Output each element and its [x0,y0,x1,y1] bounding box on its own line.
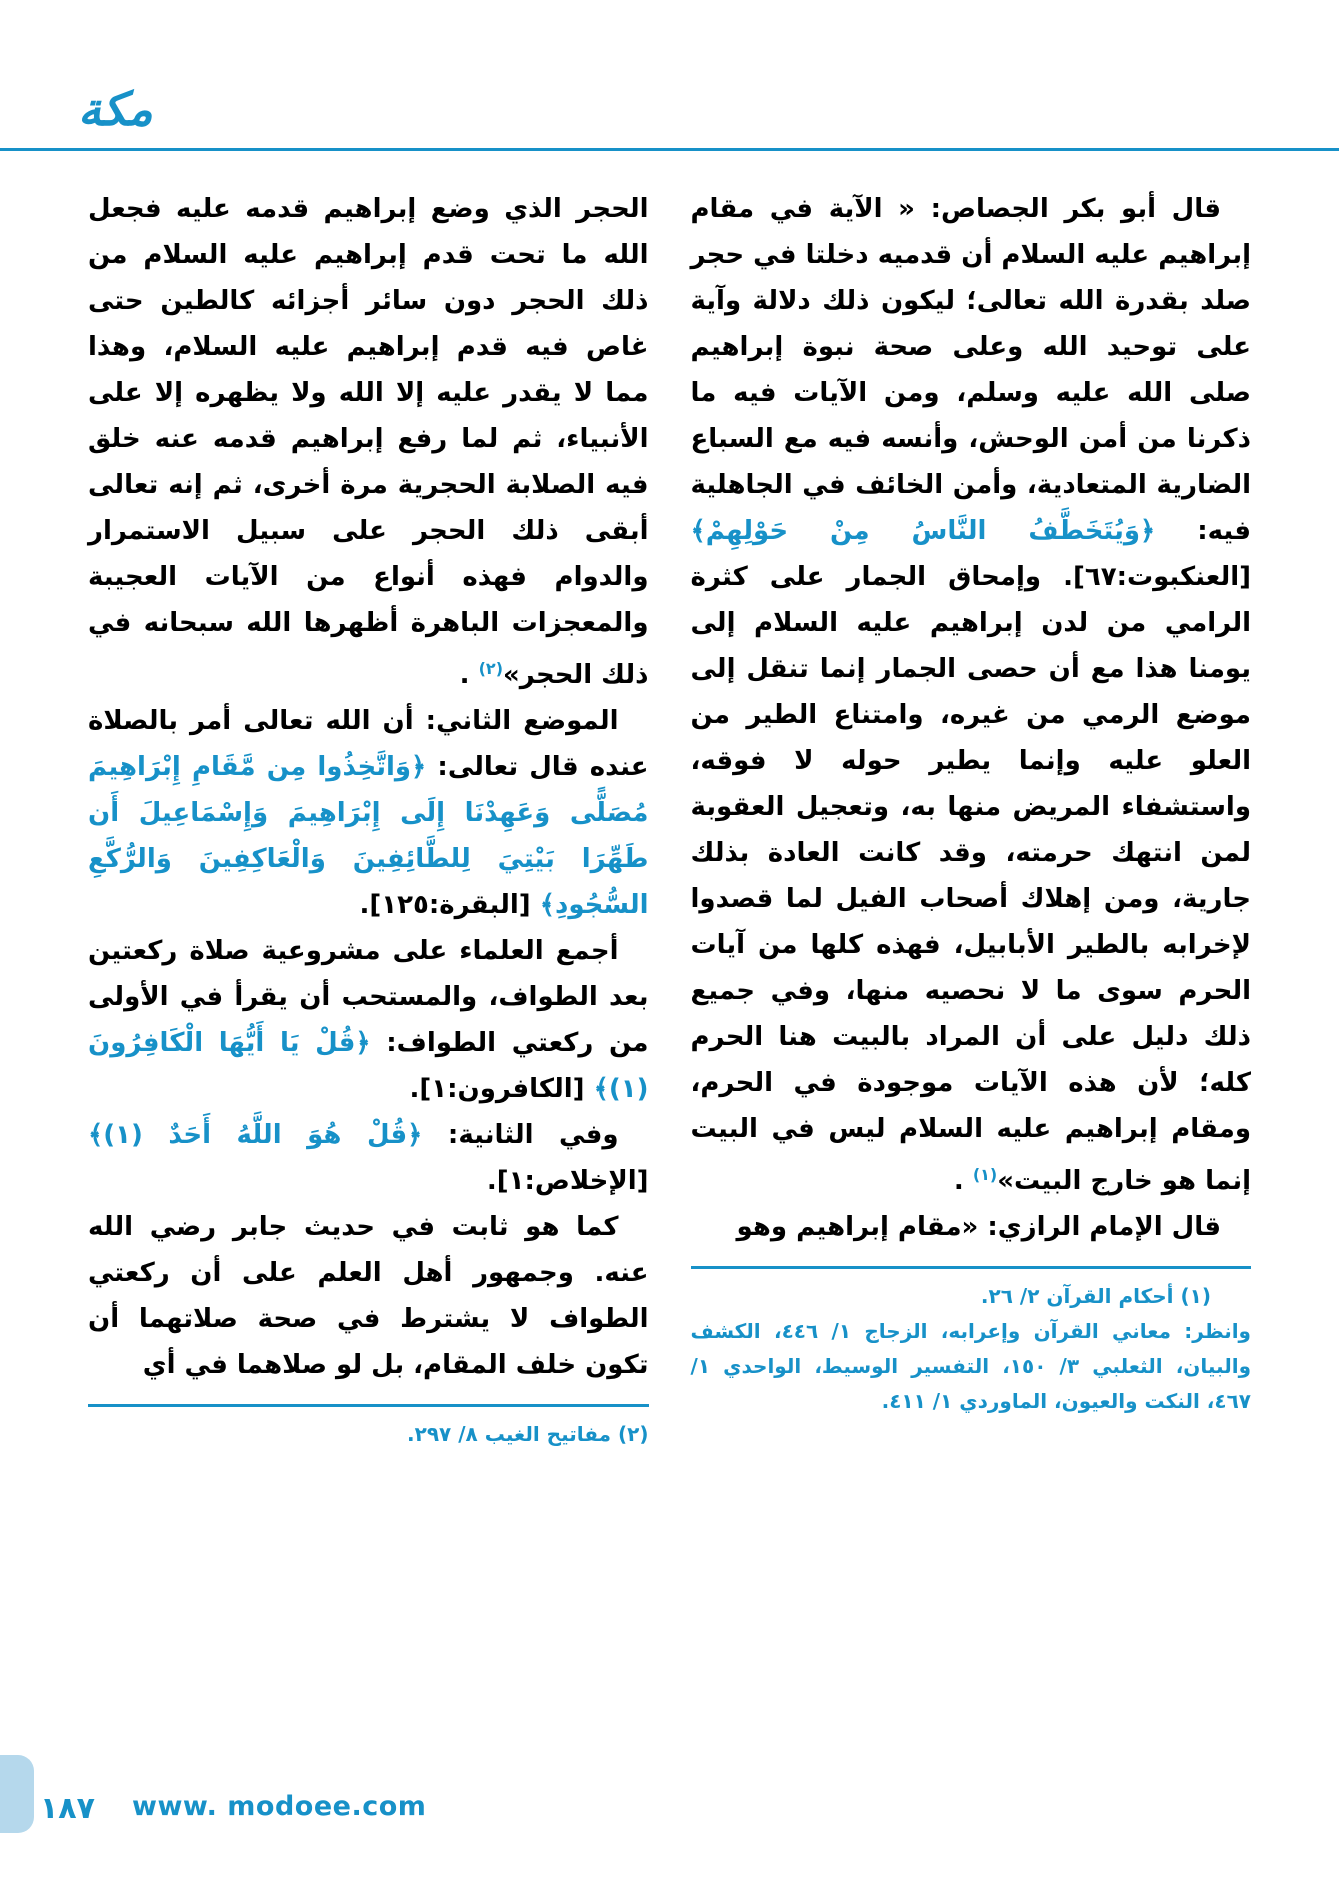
text-run: أجمع العلماء على مشروعية صلاة ركعتين بعد الطواف، والمستحب أن يقرأ في الأولى من ركعتي الطواف: [88,936,649,1058]
header-divider [0,148,1339,151]
paragraph [691,1204,1252,1250]
paragraph [88,928,649,1112]
left-column-body [88,186,649,1388]
quran-quote: ﴿وَاتَّخِذُوا مِن مَّقَامِ إِبْرَاهِيمَ مُصَلًّى وَعَهِدْنَا إِلَى إِبْرَاهِيمَ وَإِسْمَاعِيلَ أَن طَهِّرَا بَيْتِيَ لِلطَّائِفِينَ وَالْعَاكِفِينَ وَالرُّكَّعِ السُّجُودِ﴾ [88,752,649,920]
text-run: كما هو ثابت في حديث جابر رضي الله عنه. وجمهور أهل العلم على أن ركعتي الطواف لا يشترط في صحة صلاتهما أن تكون خلف المقام، بل لو صلاهما في أي [88,1212,649,1380]
paragraph [88,698,649,928]
page-number: ١٨٧ [40,1791,95,1826]
left-footnote-text [88,1407,649,1452]
text-run: [الكافرون:١]. [409,1074,594,1104]
text-run: الموضع الثاني: أن الله تعالى أمر بالصلاة عنده قال تعالى: [88,706,649,782]
left-column-footnotes [88,1404,649,1452]
text-run: . [459,660,479,690]
right-column [691,186,1252,1452]
quran-quote: ﴿قُلْ يَا أَيُّهَا الْكَافِرُونَ (١)﴾ [88,1028,649,1104]
website-url: www. modoee.com [132,1791,427,1822]
running-header-title: مكة [78,82,153,136]
quran-quote: ﴿وَيُتَخَطَّفُ النَّاسُ مِنْ حَوْلِهِمْ﴾ [690,516,1156,546]
text-run: [الإخلاص:١]. [486,1166,649,1196]
footnote: (٢) مفاتيح الغيب ٨/ ٢٩٧. [407,1422,649,1446]
footnote: (١) أحكام القرآن ٢/ ٢٦. [980,1284,1211,1308]
page-body [88,186,1251,1452]
left-column [88,186,649,1452]
text-run: قال الإمام الرازي: «مقام إبراهيم وهو [736,1212,1221,1242]
text-run: . [953,1166,973,1196]
text-run: [البقرة:١٢٥]. [359,890,540,920]
right-footnote-text [691,1269,1252,1419]
paragraph [88,186,649,698]
paragraph [88,1204,649,1388]
right-column-body [691,186,1252,1250]
right-column-footnotes [691,1266,1252,1419]
text-run: قال أبو بكر الجصاص: « الآية في مقام إبراهيم عليه السلام أن قدميه دخلتا في حجر صلد بقدرة الله تعالى؛ ليكون ذلك دلالة وآية على توحيد الله وعلى صحة نبوة إبراهيم صلى الله عليه وسلم، ومن الآيات فيه ما ذكرنا من أمن الوحش، وأنسه فيه مع السباع الضارية المتعادية، وأمن الخائف في الجاهلية فيه: [690,194,1252,546]
text-run: وفي الثانية: [422,1120,619,1150]
quran-quote: ﴿قُلْ هُوَ اللَّهُ أَحَدٌ (١)﴾ [88,1120,423,1150]
footnote-marker: (١) [972,1165,998,1184]
footnote-marker: (٢) [478,659,503,678]
page-edge-tab-decoration [0,1755,34,1833]
paragraph [88,1112,649,1204]
footnote: وانظر: معاني القرآن وإعرابه، الزجاج ١/ ٤٤٦، الكشف والبيان، الثعلبي ٣/ ١٥٠، التفسير الوسيط، الواحدي ١/ ٤٦٧، النكت والعيون، الماوردي ١/ ٤١١. [690,1319,1251,1413]
text-run: [العنكبوت:٦٧]. وإمحاق الجمار على كثرة الرامي من لدن إبراهيم عليه السلام إلى يومنا هذا مع أن حصى الجمار إنما تنقل إلى موضع الرمي من غيره، وامتناع الطير من العلو عليه وإنما يطير حوله لا فوقه، واستشفاء المريض منها به، وتعجيل العقوبة لمن انتهك حرمته، وقد كانت العادة بذلك جارية، ومن إهلاك أصحاب الفيل لما قصدوا لإخرابه بالطير الأبابيل، فهذه كلها من آيات الحرم سوى ما لا نحصيه منها، وفي جميع ذلك دليل على أن المراد بالبيت هنا الحرم كله؛ لأن هذه الآيات موجودة في الحرم، ومقام إبراهيم عليه السلام ليس في البيت إنما هو خارج البيت» [690,562,1251,1196]
text-run: الحجر الذي وضع إبراهيم قدمه عليه فجعل الله ما تحت قدم إبراهيم عليه السلام من ذلك الحجر دون سائر أجزائه كالطين حتى غاص فيه قدم إبراهيم عليه السلام، وهذا مما لا يقدر عليه إلا الله ولا يظهره إلا على الأنبياء، ثم لما رفع إبراهيم قدمه عنه خلق فيه الصلابة الحجرية مرة أخرى، ثم إنه تعالى أبقى ذلك الحجر على سبيل الاستمرار والدوام فهذه أنواع من الآيات العجيبة والمعجزات الباهرة أظهرها الله سبحانه في ذلك الحجر» [88,194,649,690]
paragraph [691,186,1252,1204]
